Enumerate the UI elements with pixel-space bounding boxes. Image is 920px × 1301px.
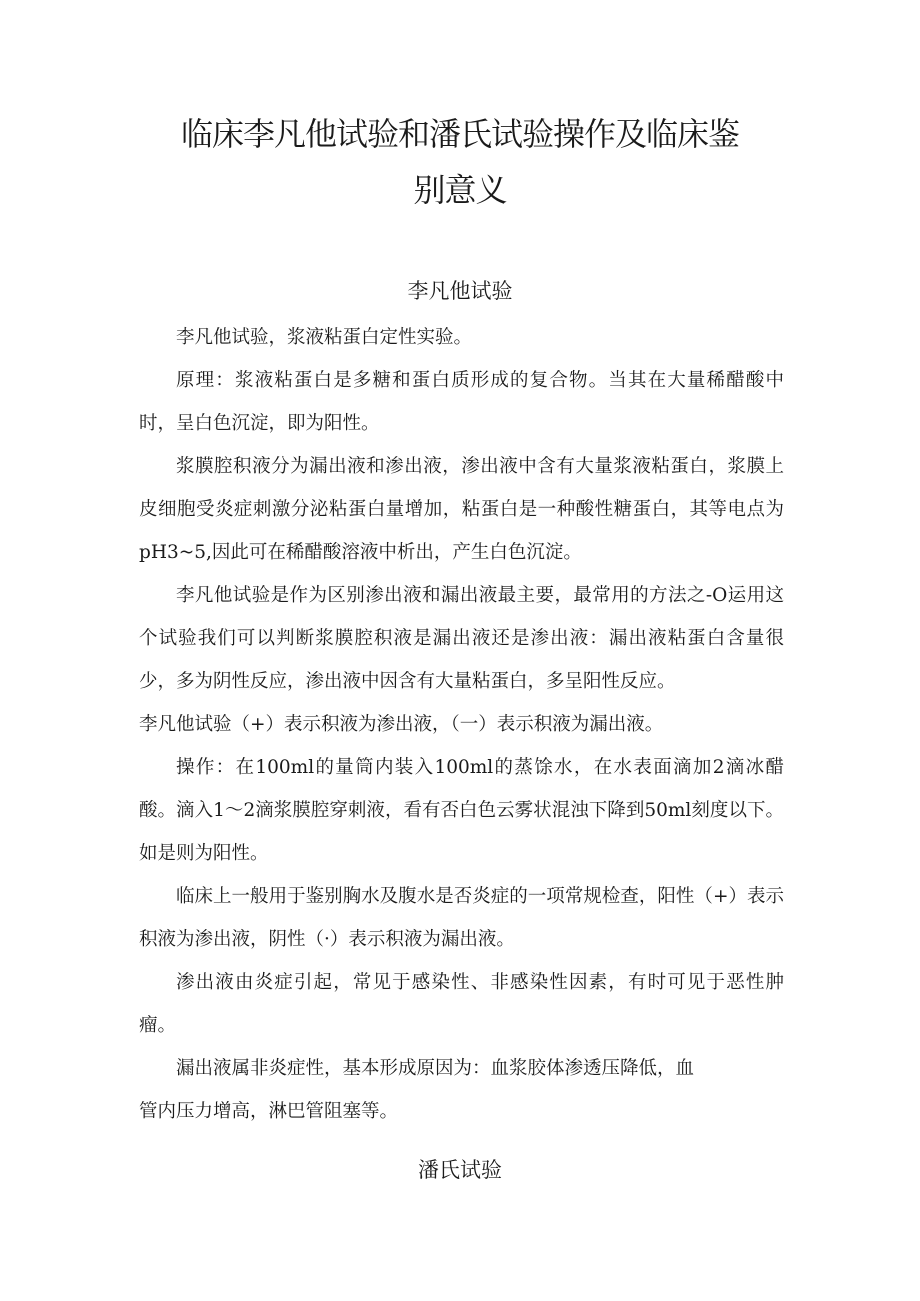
- section-body-rivalta-test: [139, 316, 784, 1133]
- document-title-line-2: 别意义: [413, 171, 507, 209]
- section-heading-pandy-test: 潘氏试验: [418, 1158, 502, 1182]
- paragraph-procedure: 操作：在100ml的量筒内装入100ml的蒸馀水，在水表面滴加2滴冰醋酸。滴入1～2滴浆膜腔穿刺液，看有否白色云雾状混浊下降到50ml刻度以下。如是则为阳性。: [139, 757, 785, 864]
- paragraph-significance: 李凡他试验是作为区别渗出液和漏出液最主要，最常用的方法之-O运用这个试验我们可以判断浆膜腔积液是漏出液还是渗出液：漏出液粘蛋白含量很少，多为阴性反应，渗出液中因含有大量粘蛋白，多呈阳性反应。: [139, 585, 784, 692]
- document-title: [140, 106, 780, 218]
- document-title-line-1: 临床李凡他试验和潘氏试验操作及临床鉴: [180, 115, 739, 153]
- paragraph-definition: 李凡他试验，浆液粘蛋白定性实验。: [176, 327, 473, 348]
- paragraph-exudate: 渗出液由炎症引起，常见于感染性、非感染性因素，有时可见于恶性肿瘤。: [139, 972, 784, 1036]
- paragraph-clinical-use: 临床上一般用于鉴别胸水及腹水是否炎症的一项常规检查，阳性（+）表示积液为渗出液，阴性（·）表示积液为漏出液。: [139, 886, 784, 950]
- paragraph-effusion-types: 浆膜腔积液分为漏出液和渗出液，渗出液中含有大量浆液粘蛋白，浆膜上皮细胞受炎症刺激分泌粘蛋白量增加，粘蛋白是一种酸性糖蛋白，其等电点为pH3~5,因此可在稀醋酸溶液中析出，产生白色沉淀。: [139, 456, 784, 563]
- section-heading-rivalta-test: 李凡他试验: [407, 279, 513, 303]
- paragraph-transudate-line-2: 管内压力增高，淋巴管阻塞等。: [139, 1101, 399, 1122]
- paragraph-principle: 原理：浆液粘蛋白是多糖和蛋白质形成的复合物。当其在大量稀醋酸中时，呈白色沉淀，即为阳性。: [139, 370, 784, 434]
- paragraph-transudate-line-1: 漏出液属非炎症性，基本形成原因为：血浆胶体渗透压降低，血: [176, 1058, 695, 1079]
- paragraph-result-meaning: 李凡他试验（+）表示积液为渗出液，（一）表示积液为漏出液。: [139, 714, 664, 735]
